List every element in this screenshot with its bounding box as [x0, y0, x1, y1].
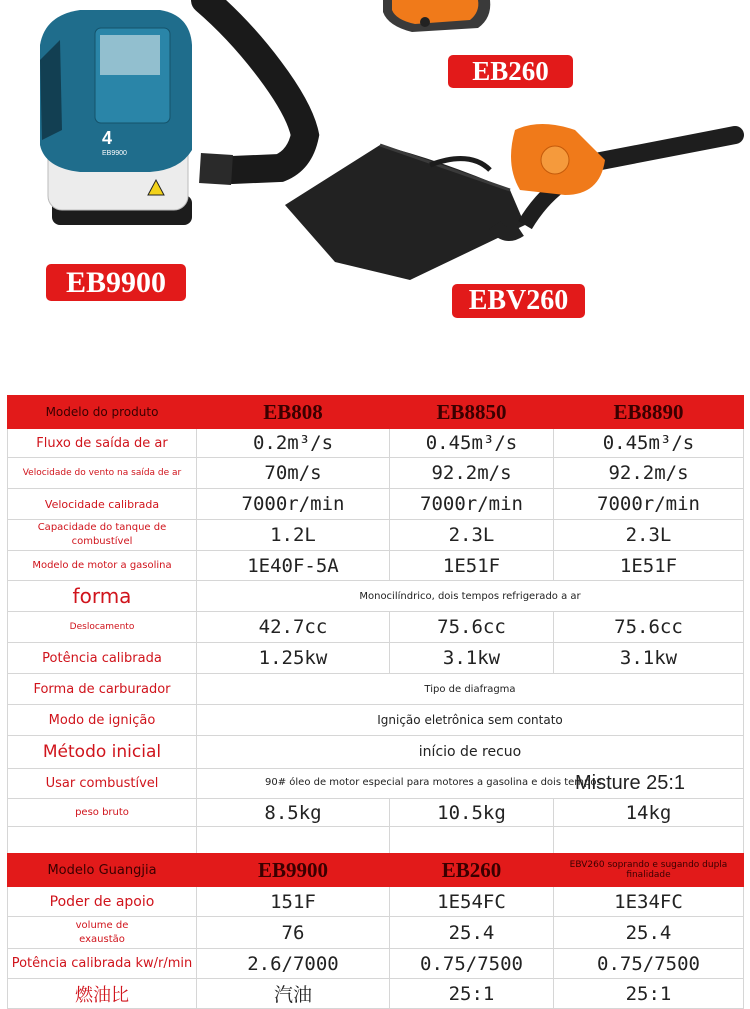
table-row [8, 489, 744, 520]
spec-table-2 [7, 853, 744, 1009]
cell-value: 92.2m/s [390, 458, 554, 489]
row-label: forma [8, 581, 197, 612]
cell-value: 0.75/7500 [554, 949, 744, 979]
model-eb260: EB260 [390, 854, 554, 887]
cell-value: 8.5kg [197, 799, 390, 827]
row-label: Velocidade do vento na saída de ar [8, 458, 197, 489]
table-row [8, 799, 744, 827]
cell-value: 0.45m³/s [554, 429, 744, 458]
table-row [8, 736, 744, 769]
spec-table-2-header [8, 854, 744, 887]
cell-value: 1.25kw [197, 643, 390, 674]
cell-value: 1E51F [390, 551, 554, 581]
row-label: Velocidade calibrada [8, 489, 197, 520]
cell-value: 7000r/min [197, 489, 390, 520]
table-row [8, 887, 744, 917]
cell-value: 汽油 [197, 979, 390, 1009]
cell-value: 1.2L [197, 520, 390, 551]
table-row [8, 949, 744, 979]
cell-value: 25:1 [390, 979, 554, 1009]
row-label: volume de exaustão [8, 917, 197, 949]
empty-cell [390, 827, 554, 855]
eb260-label: EB260 [448, 55, 573, 88]
row-label: Método inicial [8, 736, 197, 769]
table-row [8, 429, 744, 458]
header-label: Modelo Guangjia [8, 854, 197, 887]
engine-model-text: EB9900 [102, 150, 127, 157]
table-row [8, 705, 744, 736]
cell-value: 25.4 [390, 917, 554, 949]
cell-value-span: Monocilíndrico, dois tempos refrigerado a ar [197, 581, 744, 612]
row-label: Deslocamento [8, 612, 197, 643]
cell-value: 0.45m³/s [390, 429, 554, 458]
empty-cell [197, 827, 390, 855]
header-label: Modelo do produto [8, 396, 197, 429]
cell-value: 7000r/min [390, 489, 554, 520]
row-label: peso bruto [8, 799, 197, 827]
cell-value: 25.4 [554, 917, 744, 949]
cell-value: 7000r/min [554, 489, 744, 520]
cell-value: 14kg [554, 799, 744, 827]
table-row [8, 458, 744, 489]
table-row [8, 520, 744, 551]
cell-value-span: Ignição eletrônica sem contato [197, 705, 744, 736]
empty-cell [554, 827, 744, 855]
table-row [8, 917, 744, 949]
model-eb808: EB808 [197, 396, 390, 429]
cell-value: 0.2m³/s [197, 429, 390, 458]
product-gallery [0, 0, 750, 395]
cell-value: 3.1kw [554, 643, 744, 674]
model-eb9900: EB9900 [197, 854, 390, 887]
cell-value: 92.2m/s [554, 458, 744, 489]
table-row [8, 979, 744, 1009]
cell-value: 2.3L [554, 520, 744, 551]
cell-value: 1E40F-5A [197, 551, 390, 581]
table-row [8, 674, 744, 705]
cell-value: 10.5kg [390, 799, 554, 827]
row-label: Poder de apoio [8, 887, 197, 917]
row-label: 燃油比 [8, 979, 197, 1009]
table-row [8, 581, 744, 612]
cell-value: 75.6cc [554, 612, 744, 643]
cell-value: 42.7cc [197, 612, 390, 643]
model-ebv260: EBV260 soprando e sugando dupla finalidade [554, 854, 744, 887]
table-row [8, 643, 744, 674]
eb260-blower-image [383, 0, 490, 32]
eb9900-label: EB9900 [46, 264, 186, 301]
row-label: Potência calibrada kw/r/min [8, 949, 197, 979]
row-label: Fluxo de saída de ar [8, 429, 197, 458]
ebv260-blower-image [285, 124, 735, 280]
row-label: Potência calibrada [8, 643, 197, 674]
cell-value: 2.3L [390, 520, 554, 551]
row-label: Capacidade do tanque de combustível [8, 520, 197, 551]
cell-value: 151F [197, 887, 390, 917]
row-label: Modo de ignição [8, 705, 197, 736]
cell-value: 1E54FC [390, 887, 554, 917]
product-illustrations [0, 0, 750, 395]
cell-value-span: início de recuo [197, 736, 744, 769]
table-row [8, 769, 744, 799]
spec-table-1-header [8, 396, 744, 429]
cell-value-span: Tipo de diafragma [197, 674, 744, 705]
cell-value: 75.6cc [390, 612, 554, 643]
fuel-note: 90# óleo de motor especial para motores a gasolina e dois tempos [265, 777, 602, 788]
table-row [8, 551, 744, 581]
engine-badge-text: 4 [102, 128, 113, 148]
table-row [8, 612, 744, 643]
model-eb8850: EB8850 [390, 396, 554, 429]
spec-table-1 [7, 395, 744, 855]
empty-cell [8, 827, 197, 855]
fuel-mix-note: Misture 25:1 [575, 772, 686, 794]
cell-value: 70m/s [197, 458, 390, 489]
row-label: Usar combustível [8, 769, 197, 799]
cell-value-span [197, 769, 744, 799]
row-label: Forma de carburador [8, 674, 197, 705]
cell-value: 25:1 [554, 979, 744, 1009]
row-label: Modelo de motor a gasolina [8, 551, 197, 581]
cell-value: 2.6/7000 [197, 949, 390, 979]
model-eb8890: EB8890 [554, 396, 744, 429]
cell-value: 76 [197, 917, 390, 949]
eb9900-blower-image [40, 0, 305, 225]
cell-value: 1E51F [554, 551, 744, 581]
ebv260-label: EBV260 [452, 284, 585, 318]
cell-value: 3.1kw [390, 643, 554, 674]
cell-value: 1E34FC [554, 887, 744, 917]
cell-value: 0.75/7500 [390, 949, 554, 979]
table-row-empty [8, 827, 744, 855]
